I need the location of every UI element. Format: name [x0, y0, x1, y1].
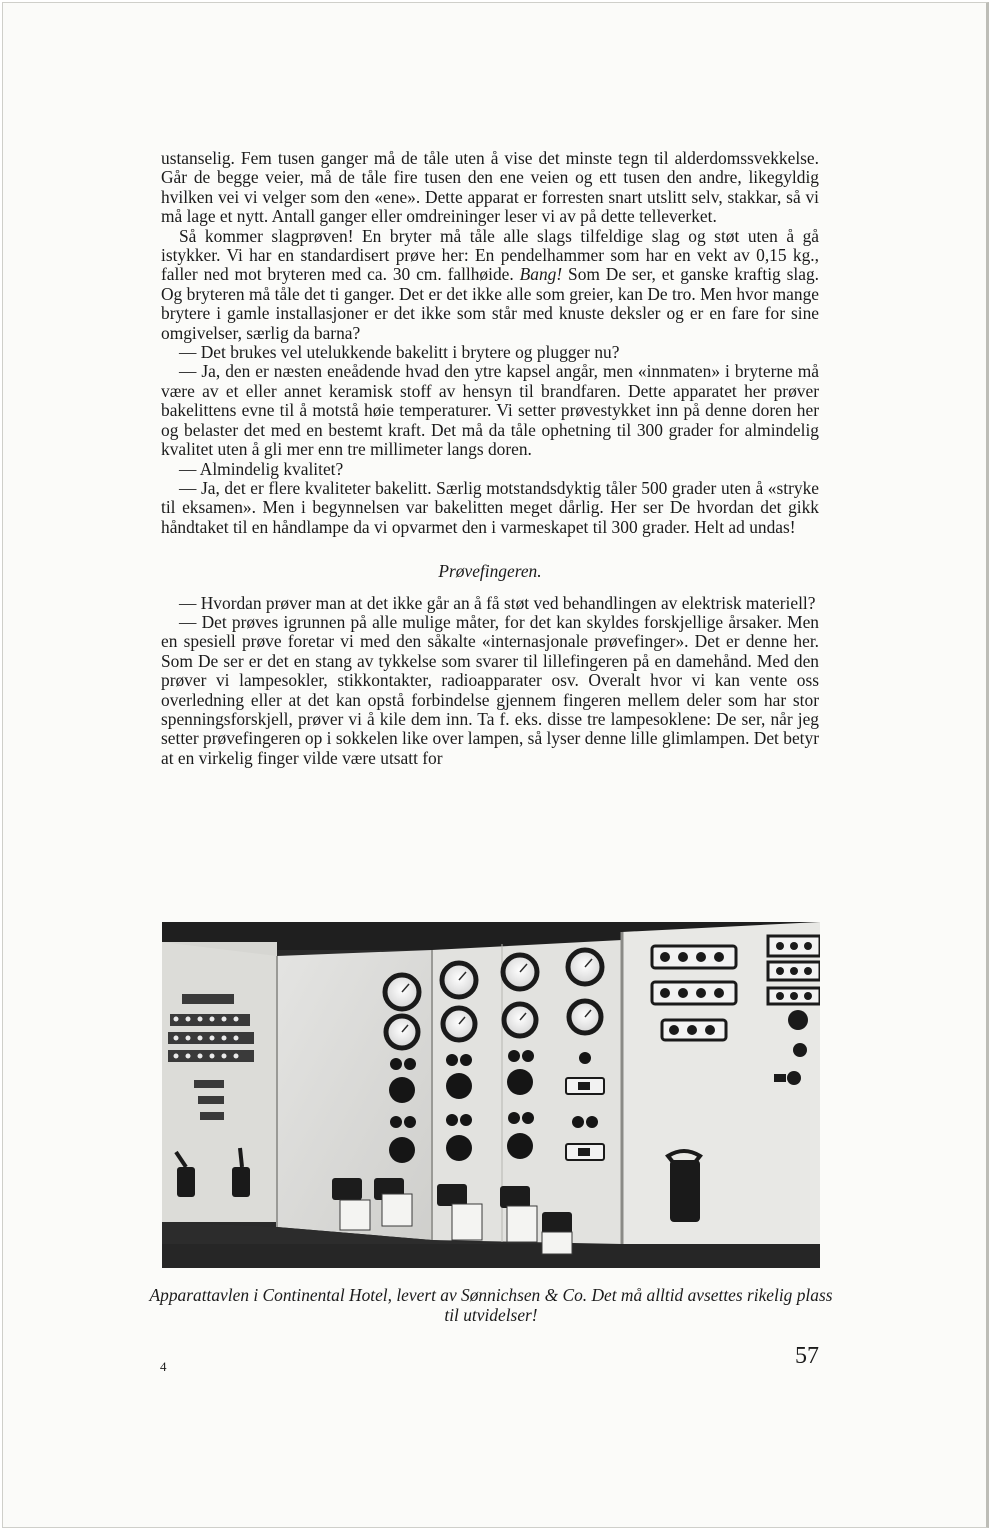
paragraph-text: Som De ser, et ganske kraftig slag. Og bryteren må tåle det ti ganger. Det er det ikke alle som greier, kan De tro. Men hvor mange brytere i gamle installasjoner er det ikke som står med knuste deksler og er en fare for sine omgivelser, særlig da barna? — [161, 264, 819, 343]
paragraph — [161, 227, 819, 343]
article-body — [161, 149, 819, 768]
section-heading: Prøvefingeren. — [438, 561, 542, 582]
signature-mark: 4 — [160, 1359, 167, 1374]
paragraph: — Almindelig kvalitet? — [179, 458, 344, 479]
paragraph: ustanselig. Fem tusen ganger må de tåle uten å vise det minste tegn til alderdomssvekkelse. Går de begge veier, må de tåle fire tusen den ene veien og ett tusen den andre, likegyldig hvilken vei vi velger som den «ene». Dette apparat er forresten snart utslitt selv, stakkar, så vi må lage et nytt. Antall ganger eller omdreininger leser vi av på dette telleverket. — [161, 148, 819, 227]
page-number: 57 — [795, 1343, 819, 1369]
paragraph: — Hvordan prøver man at det ikke går an å få støt ved behandlingen av elektrisk materiell? — [179, 592, 816, 613]
page-sheet — [2, 2, 989, 1528]
paragraph: — Ja, den er næsten eneådende hvad den ytre kapsel angår, men «innmaten» i bryterne må være av et eller annet keramisk stoff av hensyn til brandfaren. Dette apparatet her prøver bakelittens evne til å motstå høie temperaturer. Vi setter prøvestykket inn på denne doren her og belaster det med en bestemt kraft. Det må da tåle ophetning til 300 grader for almindelig kvalitet uten å gli mer enn tre millimeter langs doren. — [161, 361, 819, 460]
paragraph: — Ja, det er flere kvaliteter bakelitt. Særlig motstandsdyktig tåler 500 grader uten å «stryke til eksamen». Men i begynnelsen var bakelitten meget dårlig. Her ser De hvordan det gikk håndtaket til en håndlampe da vi opvarmet den i varmeskapet til 300 grader. Helt ad undas! — [161, 477, 819, 537]
paragraph: — Det brukes vel utelukkende bakelitt i brytere og plugger nu? — [179, 342, 620, 363]
paragraph: — Det prøves igrunnen på alle mulige måter, for det kan skyldes forskjellige årsaker. Men en spesiell prøve foretar vi med den såkalte «internasjonale prøvefinger». Det er denne her. Som De ser er det en stang av tykkelse som svarer til lillefingeren på en damehånd. Med den prøver vi lampesokler, stikkontakter, radioapparater osv. Overalt hvor vi kan vente oss overledning eller at det kan opstå forbindelse gjennem fingeren mellem deler som har stor spenningsforskjell, prøver vi å kile dem inn. Ta f. eks. disse tre lampesoklene: De ser, når jeg setter prøvefingeren op i sokkelen like over lampen, så lyser denne lille glimlampen. Det betyr at en virkelig finger vilde være utsatt for — [161, 611, 819, 768]
emphasis-bang: Bang! — [519, 264, 563, 285]
photo-caption: Apparattavlen i Continental Hotel, levert av Sønnichsen & Co. Det må alltid avsettes rikelig plass til utvidelser! — [149, 1285, 833, 1325]
switchboard-photo — [162, 922, 820, 1268]
paragraph-text: Så kommer slagprøven! En bryter må tåle alle slags tilfeldige slag og støt uten å gå istykker. Vi har en standardisert prøve her: En pendelhammer som har en vekt av 0,15 kg., faller ned mot bryteren med ca. 30 cm. fallhøide. — [161, 225, 819, 285]
